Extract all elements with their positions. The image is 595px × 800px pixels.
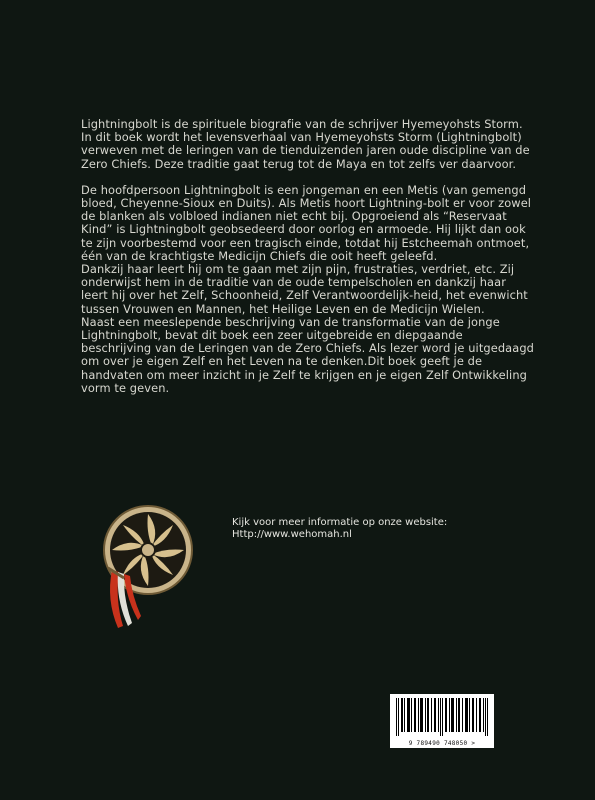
isbn-barcode [390, 694, 494, 748]
barcode-bars [394, 698, 490, 736]
blurb-paragraph-1: Lightningbolt is de spirituele biografie van de schrijver Hyemeyohsts Storm. In dit boek wordt het levensverhaal van Hyemeyohsts Storm (Lightningbolt) verweven met de leringen van de tienduizenden jaren oude discipline van de Zero Chiefs. Deze traditie gaat terug tot de Maya en tot zelfs ver daarvoor. [81, 117, 530, 171]
website-url[interactable]: Http://www.wehomah.nl [232, 529, 352, 540]
isbn-digits: 9 789490 748050 > [408, 740, 476, 747]
back-cover-blurb [81, 118, 536, 395]
blurb-paragraph-4: Naast een meeslepende beschrijving van de transformatie van de jonge Lightningbolt, bevat dit boek een zeer uitgebreide en diepgaande beschrijving van de Leringen van de Zero Chiefs. Als lezer word je uitgedaagd om over je eigen Zelf en het Leven na te denken.Dit boek geeft je de handvaten om meer inzicht in je Zelf te krijgen en je eigen Zelf Ontwikkeling vorm te geven. [81, 314, 534, 395]
medicine-wheel-shield-icon [90, 500, 200, 632]
blurb-paragraph-2: De hoofdpersoon Lightningbolt is een jongeman en een Metis (van gemengd bloed, Cheyenne-Sioux en Duits). Als Metis hoort Lightning-bolt er voor zowel de blanken als volbloed indianen niet echt bij. Opgroeiend als “Reservaat Kind” is Lightningbolt geobsedeerd door oorlog en armoede. Hij lijkt dan ook te zijn voorbestemd voor een tragisch einde, totdat hij Estcheemah ontmoet, één van de krachtigste Medicijn Chiefs die ooit heeft geleefd. [81, 182, 532, 263]
website-info [232, 517, 447, 541]
blurb-paragraph-3: Dankzij haar leert hij om te gaan met zijn pijn, frustraties, verdriet, etc. Zij onderwijst hem in de traditie van de oude tempelscholen en dankzij haar leert hij over het Zelf, Schoonheid, Zelf Verantwoordelijk-heid, het evenwicht tussen Vrouwen en Mannen, het Heilige Leven en de Medicijn Wielen. [81, 262, 528, 316]
website-intro: Kijk voor meer informatie op onze website: [232, 517, 448, 528]
